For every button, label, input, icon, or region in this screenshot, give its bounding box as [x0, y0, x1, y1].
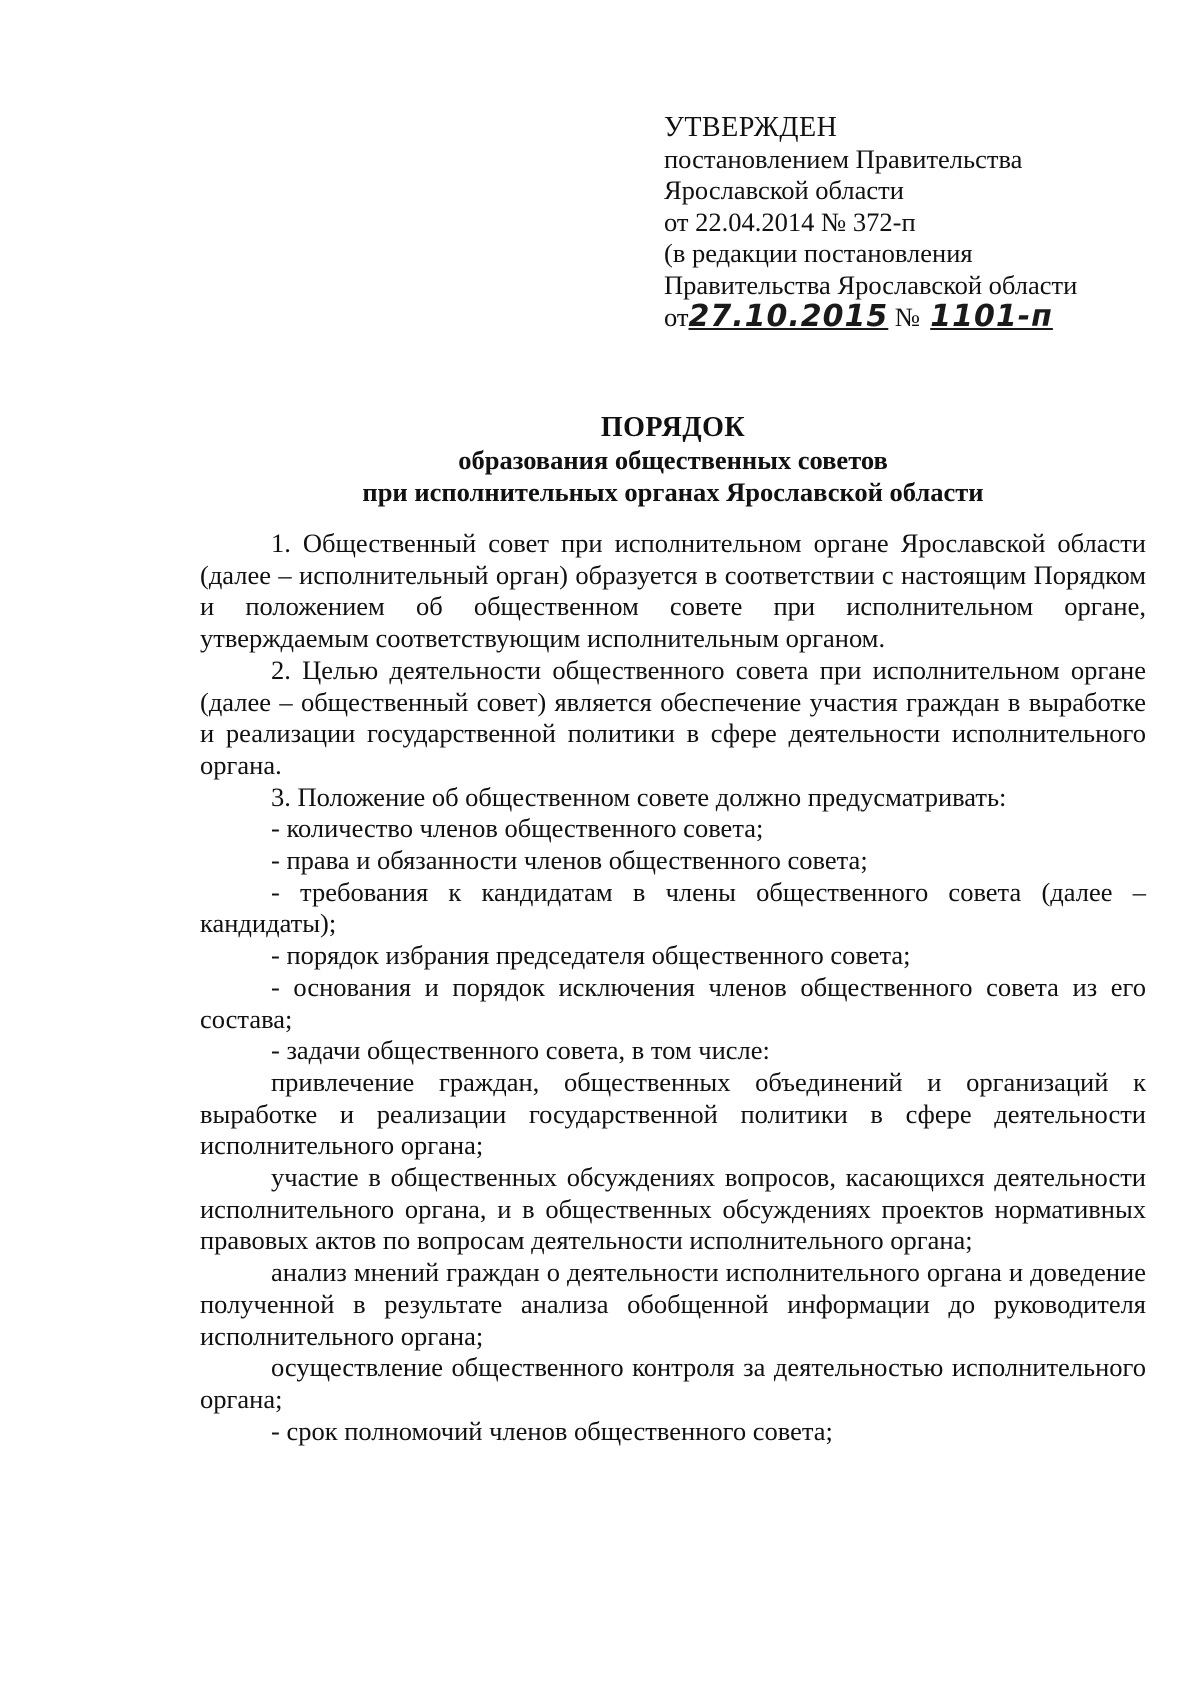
task-involvement: привлечение граждан, общественных объединений и организаций к выработке и реализации государственной политики в сфере деятельности исполнительного органа; — [200, 1066, 1146, 1161]
number-sign: № — [894, 302, 921, 332]
handwritten-number: 1101-п — [930, 299, 1053, 334]
task-public-control: осуществление общественного контроля за деятельностью исполнительного органа; — [200, 1352, 1146, 1414]
paragraph-1: 1. Общественный совет при исполнительном органе Ярославской области (далее – исполнительный орган) образуется в соответствии с настоящим Порядком и положением об общественном совете при исполнительном органе, утверждаемым соответствующим исполнительным органом. — [200, 528, 1146, 654]
approval-line-5: Правительства Ярославской области — [664, 269, 1078, 300]
document-subtitle-line-2: при исполнительных органах Ярославской области — [362, 476, 984, 507]
approval-line-4: (в редакции постановления — [664, 238, 973, 268]
document-title: ПОРЯДОК — [600, 412, 746, 443]
list-item-candidate-requirements: - требования к кандидатам в члены общественного совета (далее – кандидаты); — [200, 876, 1146, 939]
list-item-members-count: - количество членов общественного совета; — [271, 813, 764, 844]
list-item-chair-election: - порядок избрания председателя общественного совета; — [271, 940, 911, 971]
document-heading — [200, 411, 1146, 508]
approval-line-1: постановлением Правительства — [664, 143, 1023, 174]
task-opinion-analysis: анализ мнений граждан о деятельности исполнительного органа и доведение полученной в результате анализа обобщенной информации до руководителя исполнительного органа; — [200, 1257, 1146, 1351]
list-item-tasks: - задачи общественного совета, в том числе: — [271, 1035, 770, 1066]
paragraph-2: 2. Целью деятельности общественного совета при исполнительном органе (далее – общественный совет) является обеспечение участия граждан в выработке и реализации государственной политики в сфере деятельности исполнительного органа. — [200, 654, 1146, 780]
approval-title: УТВЕРЖДЕН — [664, 112, 838, 143]
list-item-term: - срок полномочий членов общественного совета; — [271, 1415, 833, 1446]
handwritten-date: 27.10.2015 — [688, 299, 889, 334]
paragraph-3: 3. Положение об общественном совете должно предусматривать: — [271, 781, 1007, 812]
approval-amendment-line — [664, 301, 1144, 334]
document-subtitle-line-1: образования общественных советов — [458, 445, 888, 475]
date-prefix: от — [664, 302, 689, 332]
document-body — [200, 528, 1146, 1447]
list-item-exclusion: - основания и порядок исключения членов общественного совета из его состава; — [200, 971, 1146, 1034]
approval-line-3: от 22.04.2014 № 372-п — [664, 206, 916, 237]
approval-stamp-block — [664, 112, 1144, 334]
task-public-discussions: участие в общественных обсуждениях вопросов, касающихся деятельности исполнительного органа, и в общественных обсуждениях проектов нормативных правовых актов по вопросам деятельности исполнительного органа; — [200, 1162, 1146, 1256]
approval-line-2: Ярославской области — [664, 175, 904, 205]
list-item-rights: - права и обязанности членов общественного совета; — [271, 845, 868, 876]
